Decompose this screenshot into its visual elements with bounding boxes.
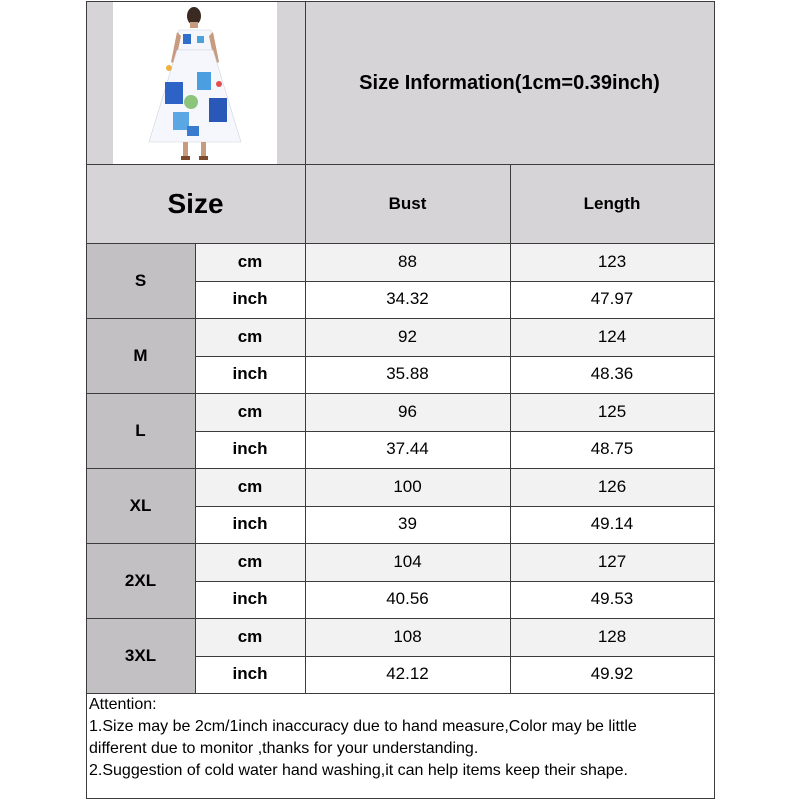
bust-inch-value: 35.88 [305, 356, 510, 394]
bust-inch-value: 39 [305, 506, 510, 544]
bust-cm-value: 104 [305, 543, 510, 581]
bust-inch-value: 37.44 [305, 431, 510, 469]
table-border-left [86, 1, 87, 799]
length-inch-value: 49.14 [510, 506, 714, 544]
length-cm-value: 125 [510, 393, 714, 431]
bust-inch-value: 42.12 [305, 656, 510, 694]
unit-label-inch: inch [195, 356, 305, 394]
attention-notes [89, 694, 794, 782]
bust-cm-value: 96 [305, 393, 510, 431]
note-line: different due to monitor ,thanks for your understanding. [89, 740, 479, 757]
unit-label-inch: inch [195, 656, 305, 694]
unit-label-cm: cm [195, 393, 305, 431]
size-info-title: Size Information(1cm=0.39inch) [359, 71, 660, 94]
bust-inch-value: 40.56 [305, 581, 510, 619]
grid-line [195, 431, 715, 432]
grid-line [86, 618, 715, 619]
size-label: L [86, 393, 195, 468]
length-inch-value: 48.36 [510, 356, 714, 394]
grid-line [195, 281, 715, 282]
grid-line [86, 468, 715, 469]
unit-label-cm: cm [195, 318, 305, 356]
bust-column-header: Bust [305, 164, 510, 243]
grid-line [86, 393, 715, 394]
table-border-bottom [86, 798, 715, 799]
grid-line [195, 506, 715, 507]
dress-photo-icon [113, 2, 277, 164]
size-label: XL [86, 468, 195, 543]
size-column-header: Size [86, 164, 305, 243]
bust-inch-value: 34.32 [305, 281, 510, 319]
unit-label-cm: cm [195, 468, 305, 506]
unit-label-inch: inch [195, 281, 305, 319]
grid-line [86, 693, 715, 694]
note-line: 1.Size may be 2cm/1inch inaccuracy due to hand measure,Color may be little [89, 718, 637, 735]
size-label: 2XL [86, 543, 195, 618]
bust-cm-value: 92 [305, 318, 510, 356]
length-inch-value: 49.92 [510, 656, 714, 694]
unit-label-inch: inch [195, 431, 305, 469]
grid-line [86, 543, 715, 544]
grid-line [305, 1, 306, 694]
length-inch-value: 47.97 [510, 281, 714, 319]
size-label: 3XL [86, 618, 195, 693]
length-inch-value: 48.75 [510, 431, 714, 469]
length-cm-value: 126 [510, 468, 714, 506]
length-inch-value: 49.53 [510, 581, 714, 619]
length-cm-value: 128 [510, 618, 714, 656]
unit-label-inch: inch [195, 506, 305, 544]
bust-cm-value: 108 [305, 618, 510, 656]
size-label: S [86, 243, 195, 318]
unit-label-cm: cm [195, 543, 305, 581]
table-border-top [86, 1, 715, 2]
note-line: Attention: [89, 696, 157, 713]
table-border-right [714, 1, 715, 799]
note-line: 2.Suggestion of cold water hand washing,it can help items keep their shape. [89, 762, 628, 779]
length-cm-value: 123 [510, 243, 714, 281]
grid-line [86, 318, 715, 319]
unit-label-inch: inch [195, 581, 305, 619]
grid-line [195, 356, 715, 357]
unit-label-cm: cm [195, 618, 305, 656]
length-cm-value: 127 [510, 543, 714, 581]
bust-cm-value: 88 [305, 243, 510, 281]
unit-label-cm: cm [195, 243, 305, 281]
grid-line [195, 581, 715, 582]
grid-line [195, 656, 715, 657]
size-label: M [86, 318, 195, 393]
grid-line [86, 164, 715, 165]
length-column-header: Length [510, 164, 714, 243]
grid-line [86, 243, 715, 244]
bust-cm-value: 100 [305, 468, 510, 506]
length-cm-value: 124 [510, 318, 714, 356]
